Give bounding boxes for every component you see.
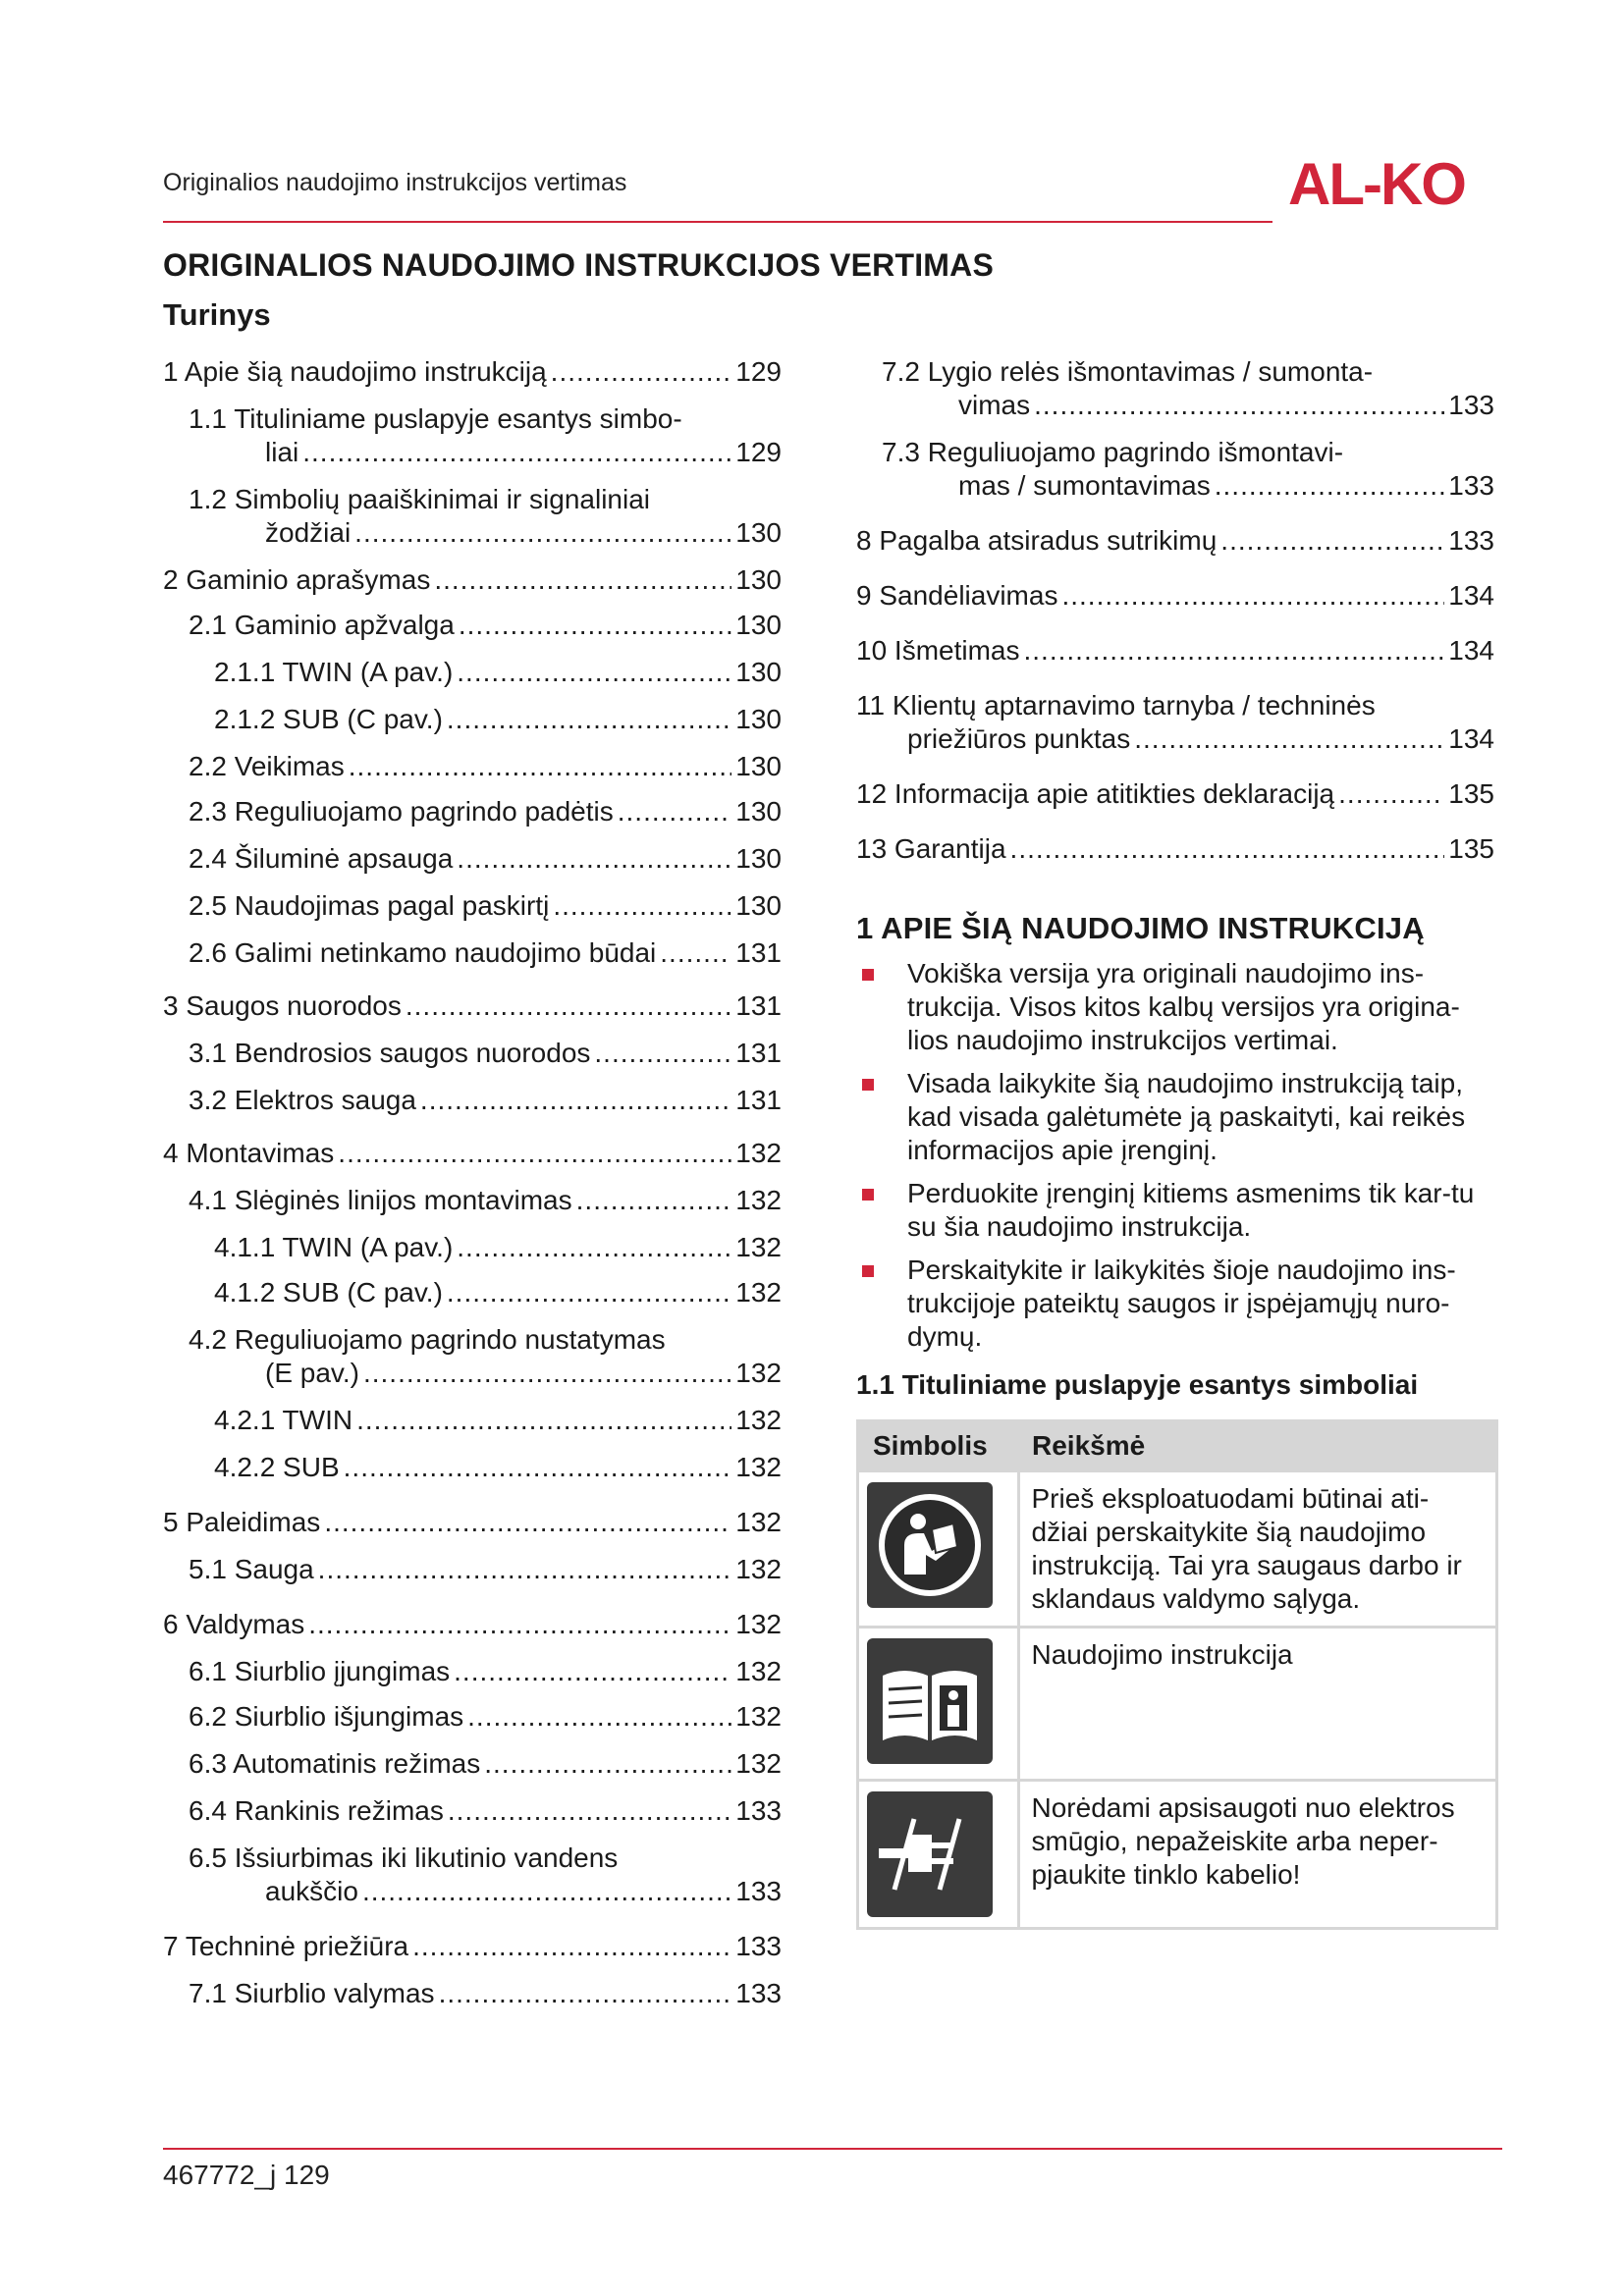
toc-leader	[457, 842, 731, 876]
toc-entry-label: 4.2.2 SUB	[214, 1452, 340, 1482]
toc-entry[interactable]	[189, 1977, 782, 2010]
toc-page-number: 134	[1448, 635, 1494, 666]
toc-entry-label-cont: mas / sumontavimas	[958, 470, 1211, 501]
toc-entry-label: 6.1 Siurblio įjungimas	[189, 1656, 451, 1686]
toc-entry[interactable]	[856, 689, 1494, 756]
list-item: Vokiška versija yra originali naudojimo ins-trukcija. Visos kitos kalbų versijos yra origina-lios naudojimo instrukcijos vertimai.	[856, 957, 1494, 1057]
toc-entry-label: 2.4 Šiluminė apsauga	[189, 843, 454, 874]
list-item: Visada laikykite šią naudojimo instrukciją taip, kad visada galėtumėte ją paskaityti, kai reikės informacijos apie įrenginį.	[856, 1067, 1494, 1167]
toc-entry-label: 7.2 Lygio relės išmontavimas / sumonta-	[882, 356, 1374, 387]
toc-leader	[448, 1794, 731, 1828]
toc-entry-label: 4.1.2 SUB (C pav.)	[214, 1277, 443, 1308]
toc-leader	[553, 889, 731, 923]
toc-leader	[318, 1553, 732, 1586]
toc-page-number: 135	[1448, 833, 1494, 864]
toc-entry-label: 6.3 Automatinis režimas	[189, 1748, 481, 1779]
toc-page-number: 132	[735, 1138, 782, 1168]
toc-page-number: 133	[735, 1795, 782, 1826]
toc-page-number: 133	[735, 1931, 782, 1961]
toc-entry[interactable]	[189, 750, 782, 783]
toc-entry-label: 4.1 Slėginės linijos montavimas	[189, 1185, 572, 1215]
toc-entry-label: 2.6 Galimi netinkamo naudojimo būdai	[189, 937, 657, 968]
document-title: ORIGINALIOS NAUDOJIMO INSTRUKCIJOS VERTIMAS	[163, 247, 994, 283]
toc-entry[interactable]	[189, 609, 782, 642]
list-item: Perskaitykite ir laikykitės šioje naudojimo ins-trukcijoje pateiktų saugos ir įspėjamųjų nuro-dymų.	[856, 1254, 1494, 1354]
toc-page-number: 131	[735, 937, 782, 968]
toc-page-number: 133	[1448, 390, 1494, 420]
toc-entry[interactable]	[189, 1553, 782, 1586]
toc-entry-label: 2.1 Gaminio apžvalga	[189, 610, 455, 640]
list-item: Perduokite įrenginį kitiems asmenims tik kar-tu su šia naudojimo instrukcija.	[856, 1177, 1494, 1244]
toc-entry-label-cont: (E pav.)	[265, 1358, 359, 1388]
toc-leader	[1061, 579, 1444, 613]
toc-entry[interactable]	[189, 795, 782, 828]
footer-page-code: 467772_j 129	[163, 2160, 330, 2190]
toc-page-number: 132	[735, 1185, 782, 1215]
toc-leader	[434, 563, 731, 597]
toc-right-column	[856, 355, 1494, 866]
toc-leader	[324, 1506, 731, 1539]
toc-entry-label: 7.3 Reguliuojamo pagrindo išmontavi-	[882, 437, 1344, 467]
toc-entry[interactable]	[214, 703, 782, 736]
toc-entry[interactable]	[856, 579, 1494, 613]
toc-left-column	[163, 355, 782, 2010]
toc-entry[interactable]	[163, 1930, 782, 1963]
toc-entry[interactable]	[189, 1700, 782, 1734]
toc-entry[interactable]	[214, 1276, 782, 1309]
toc-entry-label: 6.4 Rankinis režimas	[189, 1795, 444, 1826]
toc-entry-label: 5.1 Sauga	[189, 1554, 314, 1584]
toc-entry[interactable]	[189, 1084, 782, 1117]
toc-entry[interactable]	[189, 1184, 782, 1217]
toc-heading: Turinys	[163, 297, 271, 332]
table-header-row	[858, 1421, 1497, 1471]
toc-entry[interactable]	[214, 1231, 782, 1264]
toc-entry-label: 6 Valdymas	[163, 1609, 305, 1639]
toc-page-number: 132	[735, 1507, 782, 1537]
toc-entry[interactable]	[189, 1323, 782, 1390]
toc-leader	[1134, 722, 1444, 756]
toc-entry[interactable]	[189, 483, 782, 550]
toc-entry-label: 2 Gaminio aprašymas	[163, 564, 431, 595]
toc-entry[interactable]	[214, 1451, 782, 1484]
toc-page-number: 132	[735, 1452, 782, 1482]
toc-entry[interactable]	[882, 436, 1494, 503]
table-row	[858, 1781, 1497, 1929]
table-cell: Prieš eksploatuodami būtinai ati-džiai perskaitykite šią naudojimo instrukciją. Tai yra saugaus darbo ir sklandaus valdymo sąlyga.	[1018, 1471, 1497, 1628]
toc-entry-label: 2.1.1 TWIN (A pav.)	[214, 657, 454, 687]
toc-page-number: 132	[735, 1748, 782, 1779]
toc-leader	[467, 1700, 731, 1734]
toc-leader	[618, 795, 732, 828]
toc-entry[interactable]	[163, 1608, 782, 1641]
toc-page-number: 132	[735, 1554, 782, 1584]
toc-leader	[362, 1875, 731, 1908]
toc-entry[interactable]	[214, 656, 782, 689]
toc-leader	[459, 609, 731, 642]
table-cell: Norėdami apsisaugoti nuo elektros smūgio, nepažeiskite arba neper-pjaukite tinklo kabelio!	[1018, 1781, 1497, 1929]
table-cell: Naudojimo instrukcija	[1018, 1628, 1497, 1781]
toc-leader	[439, 1977, 732, 2010]
toc-entry-label: 2.5 Naudojimas pagal paskirtį	[189, 890, 550, 921]
toc-entry-label: 9 Sandėliavimas	[856, 580, 1058, 611]
toc-entry-label: 11 Klientų aptarnavimo tarnyba / techninės	[856, 690, 1376, 721]
toc-entry[interactable]	[189, 842, 782, 876]
toc-page-number: 130	[735, 704, 782, 734]
header-title: Originalios naudojimo instrukcijos vertimas	[163, 169, 627, 196]
toc-page-number: 130	[735, 890, 782, 921]
toc-leader	[457, 1231, 731, 1264]
toc-entry[interactable]	[163, 989, 782, 1023]
toc-leader	[356, 1404, 731, 1437]
toc-leader	[1034, 389, 1444, 422]
toc-leader	[1338, 777, 1444, 811]
toc-entry-label: 4.2 Reguliuojamo pagrindo nustatymas	[189, 1324, 666, 1355]
toc-leader	[660, 936, 731, 970]
alko-logo	[1288, 153, 1502, 214]
toc-entry-label: 2.1.2 SUB (C pav.)	[214, 704, 443, 734]
toc-entry-label-cont: aukščio	[265, 1876, 358, 1906]
toc-entry-label: 10 Išmetimas	[856, 635, 1020, 666]
toc-page-number: 130	[735, 657, 782, 687]
table-row	[858, 1628, 1497, 1781]
toc-page-number: 132	[735, 1701, 782, 1732]
table-row	[858, 1471, 1497, 1628]
cable-cut-icon	[867, 1791, 993, 1917]
toc-leader	[420, 1084, 731, 1117]
toc-leader	[363, 1357, 731, 1390]
toc-entry[interactable]	[163, 355, 782, 389]
toc-leader	[354, 516, 731, 550]
toc-leader	[454, 1655, 731, 1688]
toc-page-number: 132	[735, 1232, 782, 1262]
toc-entry[interactable]	[189, 1655, 782, 1688]
toc-page-number: 130	[735, 796, 782, 827]
toc-entry-label-cont: priežiūros punktas	[907, 723, 1131, 754]
toc-entry-label: 5 Paleidimas	[163, 1507, 321, 1537]
toc-entry-label-cont: liai	[265, 437, 299, 467]
toc-leader	[484, 1747, 731, 1781]
toc-leader	[551, 355, 732, 389]
toc-entry-label: 12 Informacija apie atitikties deklaraciją	[856, 778, 1335, 809]
bullet-list	[856, 957, 1494, 1363]
toc-entry[interactable]	[189, 1794, 782, 1828]
toc-entry[interactable]	[189, 1747, 782, 1781]
footer-rule	[163, 2148, 1502, 2150]
toc-page-number: 131	[735, 1038, 782, 1068]
toc-entry-label: 7.1 Siurblio valymas	[189, 1978, 435, 2008]
toc-entry[interactable]	[856, 832, 1494, 866]
toc-leader	[1215, 469, 1445, 503]
toc-entry-label: 3.1 Bendrosios saugos nuorodos	[189, 1038, 591, 1068]
toc-entry[interactable]	[856, 634, 1494, 667]
toc-entry-label: 2.2 Veikimas	[189, 751, 345, 781]
toc-page-number: 129	[735, 437, 782, 467]
toc-entry-label-cont: žodžiai	[265, 517, 352, 548]
toc-leader	[576, 1184, 732, 1217]
col-header-meaning: Reikšmė	[1018, 1421, 1497, 1471]
toc-entry[interactable]	[163, 1506, 782, 1539]
toc-leader	[447, 703, 731, 736]
toc-page-number: 131	[735, 990, 782, 1021]
toc-page-number: 133	[1448, 525, 1494, 556]
toc-entry-label: 7 Techninė priežiūra	[163, 1931, 409, 1961]
toc-entry-label: 1 Apie šią naudojimo instrukciją	[163, 356, 547, 387]
toc-leader	[1024, 634, 1445, 667]
toc-page-number: 130	[735, 517, 782, 548]
toc-leader	[457, 656, 731, 689]
toc-leader	[406, 989, 731, 1023]
toc-leader	[308, 1608, 731, 1641]
toc-entry-label: 3 Saugos nuorodos	[163, 990, 402, 1021]
toc-entry[interactable]	[214, 1404, 782, 1437]
toc-leader	[412, 1930, 731, 1963]
alko-logo-text: AL-KO	[1288, 153, 1465, 214]
toc-page-number: 130	[735, 564, 782, 595]
toc-entry[interactable]	[163, 563, 782, 597]
toc-entry-label: 3.2 Elektros sauga	[189, 1085, 416, 1115]
toc-leader	[1010, 832, 1445, 866]
toc-page-number: 130	[735, 610, 782, 640]
toc-page-number: 132	[735, 1277, 782, 1308]
toc-leader	[349, 750, 732, 783]
toc-entry-label: 6.5 Išsiurbimas iki likutinio vandens	[189, 1842, 619, 1873]
toc-page-number: 129	[735, 356, 782, 387]
toc-entry-label: 4.1.1 TWIN (A pav.)	[214, 1232, 454, 1262]
toc-entry-label: 1.1 Tituliniame puslapyje esantys simbo-	[189, 403, 682, 434]
toc-page-number: 133	[735, 1978, 782, 2008]
toc-leader	[447, 1276, 731, 1309]
toc-entry-label: 6.2 Siurblio išjungimas	[189, 1701, 464, 1732]
toc-page-number: 133	[1448, 470, 1494, 501]
toc-entry-label: 1.2 Simbolių paaiškinimai ir signaliniai	[189, 484, 650, 514]
toc-entry[interactable]	[882, 355, 1494, 422]
manual-info-icon	[867, 1638, 993, 1764]
toc-entry[interactable]	[189, 402, 782, 469]
toc-page-number: 135	[1448, 778, 1494, 809]
toc-entry[interactable]	[856, 777, 1494, 811]
toc-entry[interactable]	[189, 889, 782, 923]
toc-entry[interactable]	[189, 936, 782, 970]
toc-leader	[1220, 524, 1444, 558]
symbols-table	[856, 1419, 1498, 1930]
toc-leader	[594, 1037, 731, 1070]
col-header-symbol: Simbolis	[858, 1421, 1019, 1471]
toc-entry-label-cont: vimas	[958, 390, 1031, 420]
toc-page-number: 134	[1448, 580, 1494, 611]
toc-page-number: 134	[1448, 723, 1494, 754]
subsection-heading: 1.1 Tituliniame puslapyje esantys simboliai	[856, 1369, 1419, 1400]
toc-leader	[302, 436, 731, 469]
toc-entry[interactable]	[189, 1842, 782, 1908]
toc-entry-label: 8 Pagalba atsiradus sutrikimų	[856, 525, 1218, 556]
toc-page-number: 132	[735, 1609, 782, 1639]
toc-entry[interactable]	[189, 1037, 782, 1070]
toc-page-number: 132	[735, 1656, 782, 1686]
header-rule	[163, 221, 1272, 223]
toc-page-number: 130	[735, 751, 782, 781]
toc-page-number: 133	[735, 1876, 782, 1906]
toc-leader	[338, 1137, 731, 1170]
toc-leader	[344, 1451, 732, 1484]
toc-entry-label: 4 Montavimas	[163, 1138, 335, 1168]
toc-entry-label: 2.3 Reguliuojamo pagrindo padėtis	[189, 796, 614, 827]
toc-page-number: 130	[735, 843, 782, 874]
toc-entry[interactable]	[856, 524, 1494, 558]
toc-page-number: 132	[735, 1358, 782, 1388]
section-heading: 1 APIE ŠIĄ NAUDOJIMO INSTRUKCIJĄ	[856, 911, 1425, 945]
toc-page-number: 132	[735, 1405, 782, 1435]
read-manual-icon	[867, 1482, 993, 1608]
toc-entry[interactable]	[163, 1137, 782, 1170]
toc-entry-label: 13 Garantija	[856, 833, 1006, 864]
toc-page-number: 131	[735, 1085, 782, 1115]
toc-entry-label: 4.2.1 TWIN	[214, 1405, 353, 1435]
